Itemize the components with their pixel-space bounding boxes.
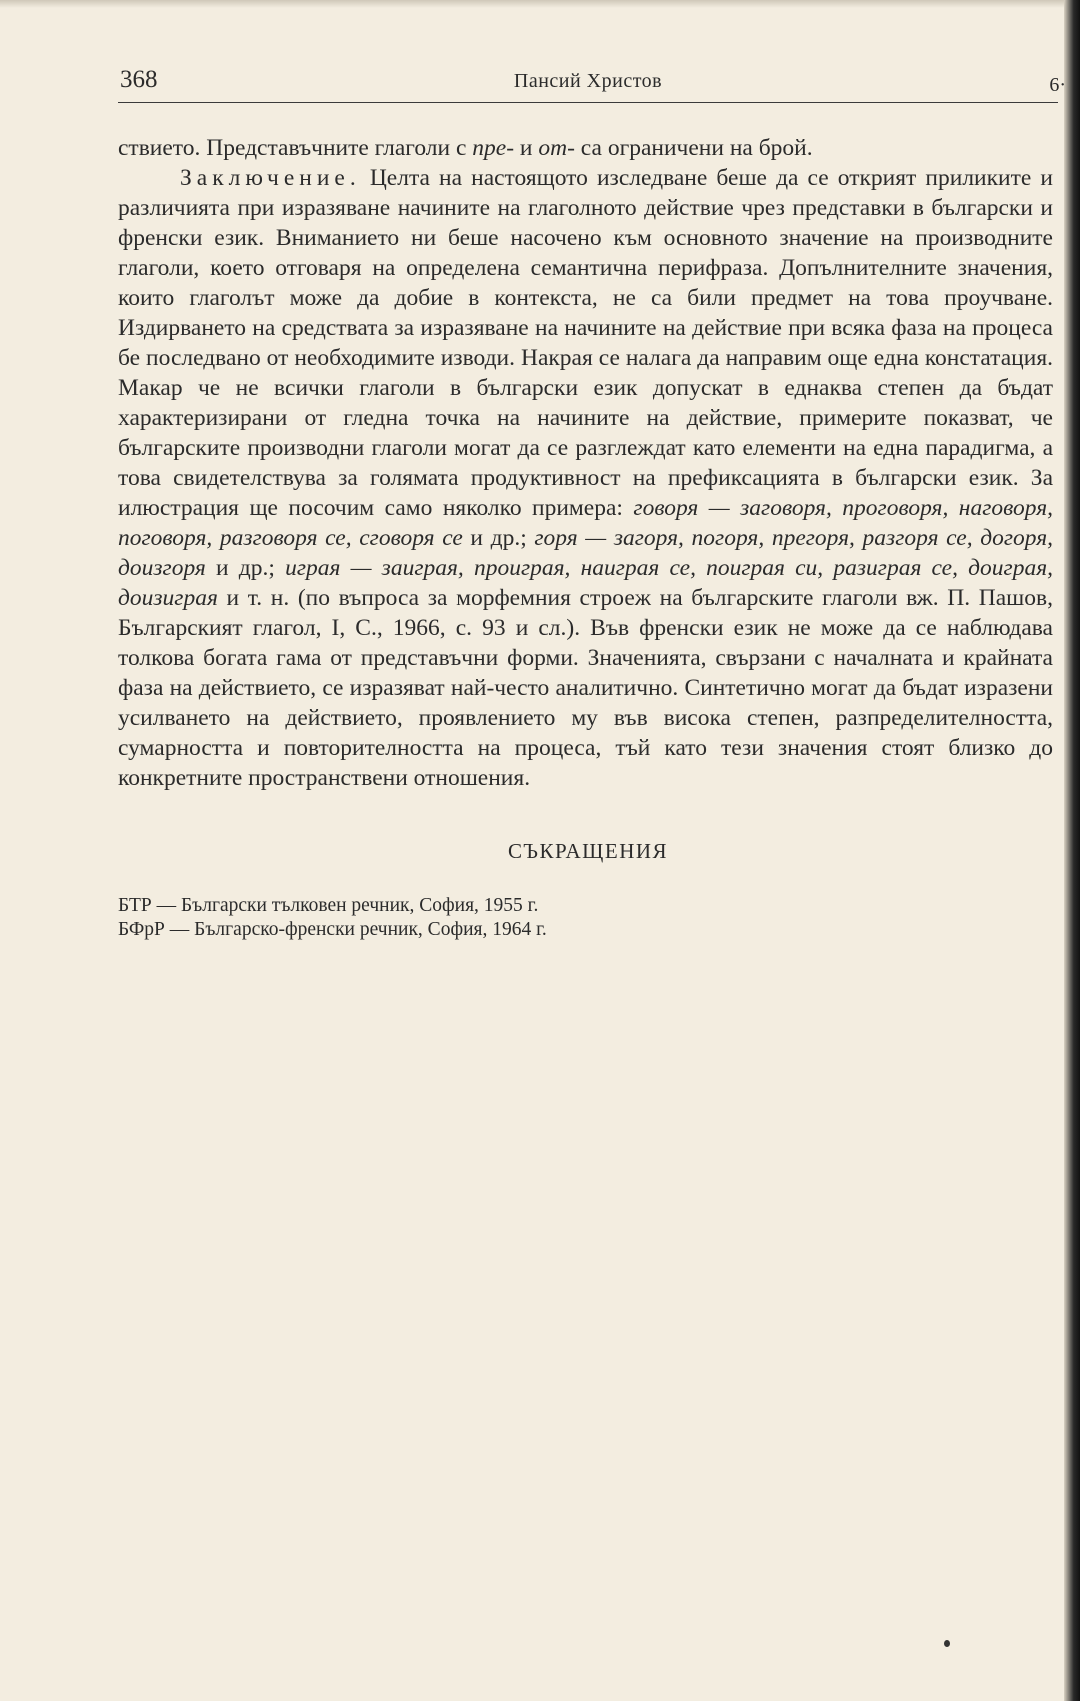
text-run: и <box>514 135 539 161</box>
body-text <box>118 133 1053 793</box>
text-run: и др.; <box>462 525 535 551</box>
scan-top-shadow <box>0 0 1080 8</box>
abbreviation-item: БТР — Български тълковен речник, София, 1955 г. <box>118 895 539 916</box>
ink-dot <box>944 1640 950 1647</box>
running-title: Пансий Христов <box>513 70 663 92</box>
abbreviations-heading: СЪКРАЩЕНИЯ <box>507 839 669 863</box>
conclusion-lead: Заключение. <box>180 165 361 191</box>
example-govorya: говоря — заговоря, проговоря, наговоря, поговоря, разговоря се, сговоря се <box>118 495 1053 551</box>
text-run: Целта на настоящото изследване беше да се открият приликите и различията при изразяване начините на глаголното действие чрез представки в български и френски език. Вниманието ни беше насочено към основното значение на производните глаголи, което отговаря на определена семантична перифраза. Допълнителните значения, които глаголът може да добие в контекста, не са били предмет на това проучване. Издирването на средствата за изразяване на начините на действие при всяка фаза на процеса бе последвано от необходимите изводи. Накрая се налага да направим още една констатация. Макар че не всички глаголи в български език допускат в еднаква степен да бъдат характеризирани от гледна точка на начините на действие, примерите показват, че българските производни глаголи могат да се разглеждат като елементи на една парадигма, а това свидетелствува за голямата продуктивност на префиксацията в български език. За илюстрация ще посочим само няколко примера: <box>118 165 1053 521</box>
abbreviation-item: БФрР — Българско-френски речник, София, 1964 г. <box>118 919 547 940</box>
paragraph-conclusion <box>118 163 1053 793</box>
book-page <box>118 60 1066 942</box>
example-gorya: горя — загоря, погоря, прегоря, разгоря се, догоря, доизгоря <box>118 525 1053 581</box>
running-header <box>118 60 1066 103</box>
prefix-ot: от- <box>538 135 575 161</box>
text-run: и т. н. (по въпроса за морфемния строеж на българските глаголи вж. П. Пашов, Българският глагол, I, С., 1966, с. 93 и сл.). Във френски език не може да се наблюдава толкова богата гама от представъчни форми. Значенията, свързани с началната и крайната фаза на действието, се изразяват най-често аналитично. Синтетично могат да бъдат изразени усилването на действието, проявлението му във висока степен, разпределителността, сумарността и повторителността на процеса, тъй като тези значения стоят близко до конкретните пространствени отношения. <box>118 585 1053 791</box>
text-run: и др.; <box>205 555 286 581</box>
text-run: ствието. Представъчните глаголи с <box>118 135 473 161</box>
page-number: 368 <box>120 66 158 93</box>
corner-number: 6· <box>1049 74 1066 96</box>
text-run: са ограничени на брой. <box>574 135 813 161</box>
example-igraya: играя — заиграя, проиграя, наиграя се, поиграя си, разиграя се, доиграя, доизиграя <box>118 555 1053 611</box>
prefix-pre: пре- <box>472 135 515 161</box>
scan-page-edge <box>1064 0 1080 1701</box>
paragraph-continued <box>118 133 1053 163</box>
abbreviations-list <box>118 894 1058 942</box>
